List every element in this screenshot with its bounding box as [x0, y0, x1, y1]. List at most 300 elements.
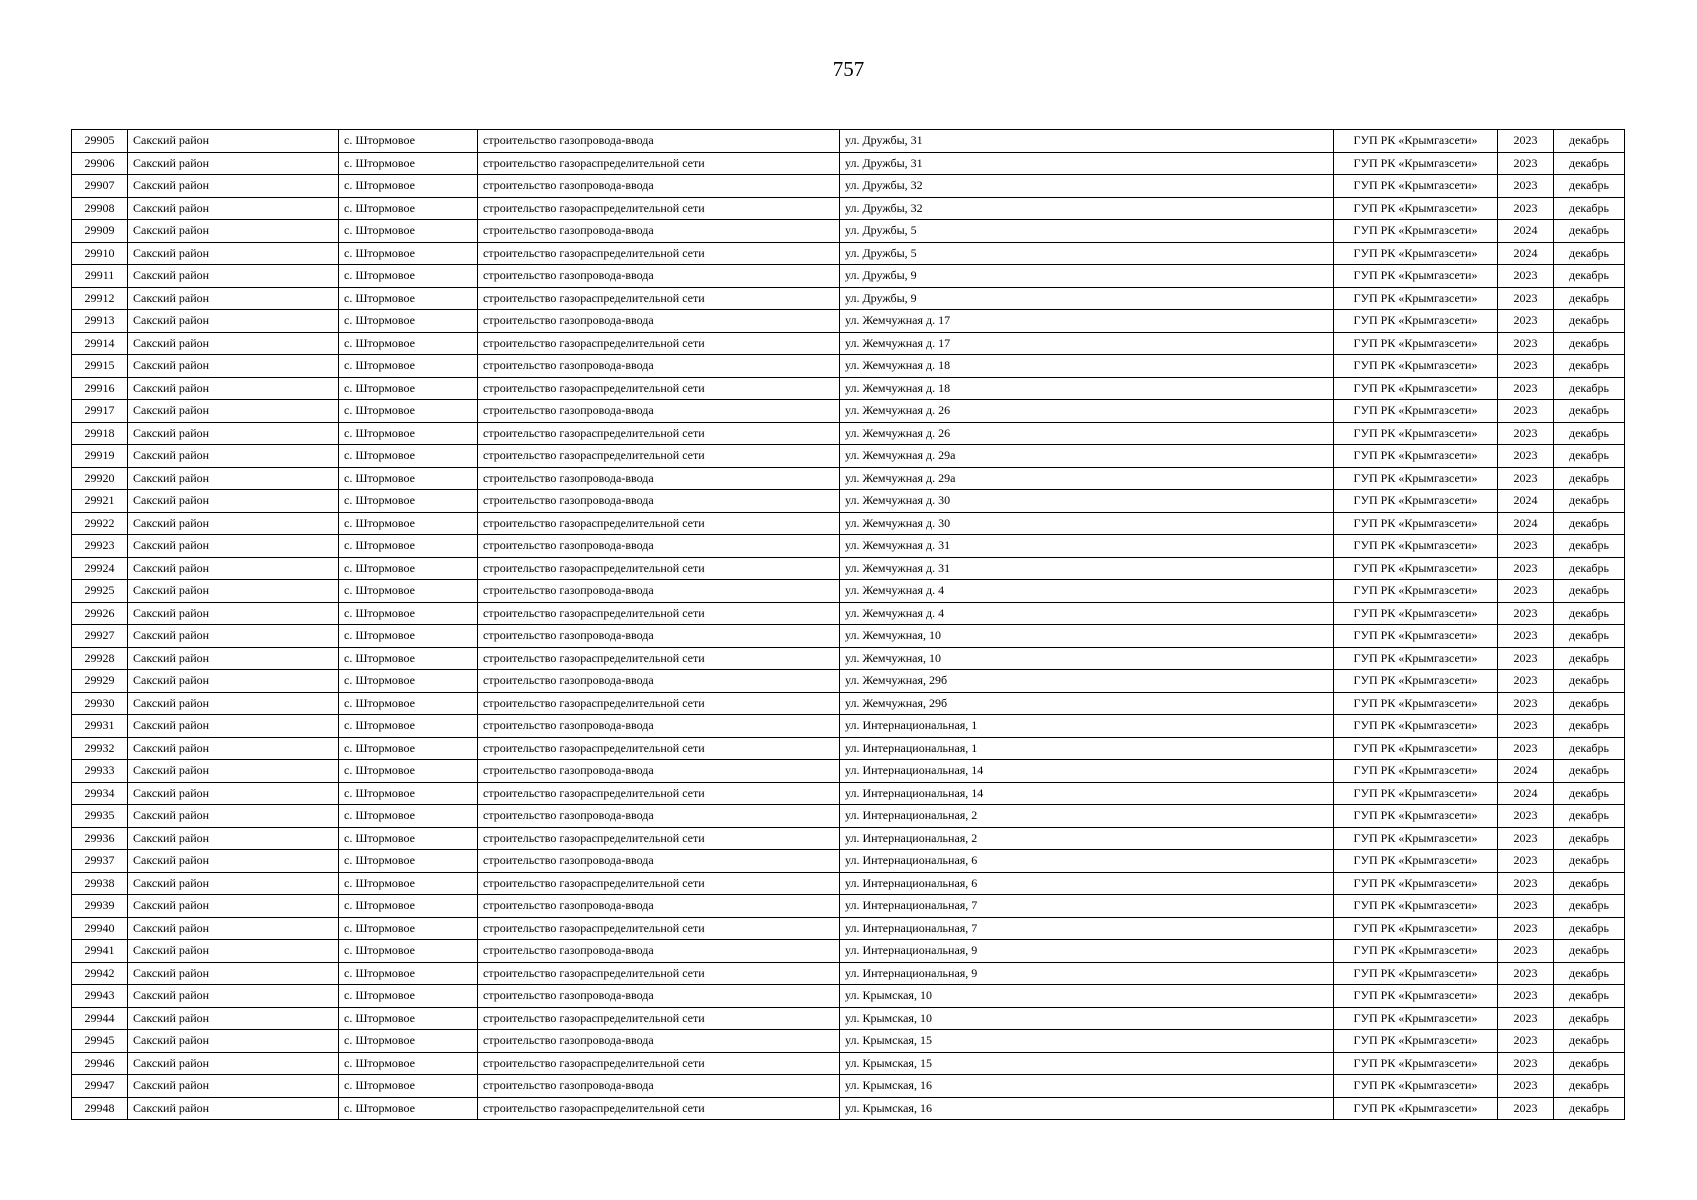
row-number-cell: 29912 — [72, 287, 128, 310]
work-type-cell: строительство газопровода-ввода — [478, 940, 840, 963]
month-cell: декабрь — [1554, 152, 1625, 175]
month-cell: декабрь — [1554, 737, 1625, 760]
village-cell: с. Штормовое — [339, 535, 478, 558]
table-row — [72, 985, 1625, 1008]
organization-cell: ГУП РК «Крымгазсети» — [1334, 625, 1498, 648]
table-row — [72, 692, 1625, 715]
organization-cell: ГУП РК «Крымгазсети» — [1334, 692, 1498, 715]
month-cell: декабрь — [1554, 647, 1625, 670]
row-number-cell: 29930 — [72, 692, 128, 715]
village-cell: с. Штормовое — [339, 940, 478, 963]
work-type-cell: строительство газопровода-ввода — [478, 467, 840, 490]
district-cell: Сакский район — [128, 940, 339, 963]
district-cell: Сакский район — [128, 557, 339, 580]
address-cell: ул. Интернациональная, 7 — [840, 895, 1334, 918]
year-cell: 2024 — [1498, 220, 1554, 243]
address-cell: ул. Дружбы, 5 — [840, 220, 1334, 243]
month-cell: декабрь — [1554, 940, 1625, 963]
row-number-cell: 29905 — [72, 130, 128, 153]
year-cell: 2023 — [1498, 197, 1554, 220]
work-type-cell: строительство газопровода-ввода — [478, 985, 840, 1008]
year-cell: 2023 — [1498, 692, 1554, 715]
row-number-cell: 29914 — [72, 332, 128, 355]
month-cell: декабрь — [1554, 895, 1625, 918]
address-cell: ул. Крымская, 15 — [840, 1030, 1334, 1053]
district-cell: Сакский район — [128, 602, 339, 625]
year-cell: 2023 — [1498, 985, 1554, 1008]
table-row — [72, 580, 1625, 603]
year-cell: 2023 — [1498, 130, 1554, 153]
year-cell: 2023 — [1498, 1030, 1554, 1053]
year-cell: 2023 — [1498, 400, 1554, 423]
month-cell: декабрь — [1554, 377, 1625, 400]
table-row — [72, 422, 1625, 445]
address-cell: ул. Жемчужная д. 31 — [840, 557, 1334, 580]
table-row — [72, 962, 1625, 985]
row-number-cell: 29907 — [72, 175, 128, 198]
address-cell: ул. Дружбы, 32 — [840, 175, 1334, 198]
month-cell: декабрь — [1554, 557, 1625, 580]
organization-cell: ГУП РК «Крымгазсети» — [1334, 1030, 1498, 1053]
year-cell: 2023 — [1498, 355, 1554, 378]
row-number-cell: 29931 — [72, 715, 128, 738]
address-cell: ул. Крымская, 16 — [840, 1097, 1334, 1120]
row-number-cell: 29910 — [72, 242, 128, 265]
row-number-cell: 29928 — [72, 647, 128, 670]
district-cell: Сакский район — [128, 490, 339, 513]
row-number-cell: 29913 — [72, 310, 128, 333]
organization-cell: ГУП РК «Крымгазсети» — [1334, 332, 1498, 355]
organization-cell: ГУП РК «Крымгазсети» — [1334, 985, 1498, 1008]
organization-cell: ГУП РК «Крымгазсети» — [1334, 265, 1498, 288]
district-cell: Сакский район — [128, 1097, 339, 1120]
organization-cell: ГУП РК «Крымгазсети» — [1334, 1097, 1498, 1120]
address-cell: ул. Крымская, 15 — [840, 1052, 1334, 1075]
district-cell: Сакский район — [128, 985, 339, 1008]
village-cell: с. Штормовое — [339, 265, 478, 288]
month-cell: декабрь — [1554, 422, 1625, 445]
row-number-cell: 29946 — [72, 1052, 128, 1075]
organization-cell: ГУП РК «Крымгазсети» — [1334, 827, 1498, 850]
district-cell: Сакский район — [128, 445, 339, 468]
month-cell: декабрь — [1554, 287, 1625, 310]
district-cell: Сакский район — [128, 715, 339, 738]
row-number-cell: 29921 — [72, 490, 128, 513]
work-type-cell: строительство газораспределительной сети — [478, 737, 840, 760]
table-row — [72, 445, 1625, 468]
village-cell: с. Штормовое — [339, 1075, 478, 1098]
village-cell: с. Штормовое — [339, 197, 478, 220]
work-type-cell: строительство газопровода-ввода — [478, 1030, 840, 1053]
table-row — [72, 827, 1625, 850]
district-cell: Сакский район — [128, 265, 339, 288]
table-row — [72, 512, 1625, 535]
row-number-cell: 29932 — [72, 737, 128, 760]
village-cell: с. Штормовое — [339, 490, 478, 513]
table-row — [72, 1052, 1625, 1075]
work-type-cell: строительство газораспределительной сети — [478, 1052, 840, 1075]
organization-cell: ГУП РК «Крымгазсети» — [1334, 535, 1498, 558]
table-row — [72, 760, 1625, 783]
organization-cell: ГУП РК «Крымгазсети» — [1334, 287, 1498, 310]
district-cell: Сакский район — [128, 512, 339, 535]
year-cell: 2023 — [1498, 1052, 1554, 1075]
work-type-cell: строительство газораспределительной сети — [478, 1097, 840, 1120]
organization-cell: ГУП РК «Крымгазсети» — [1334, 355, 1498, 378]
district-cell: Сакский район — [128, 175, 339, 198]
row-number-cell: 29924 — [72, 557, 128, 580]
year-cell: 2023 — [1498, 647, 1554, 670]
row-number-cell: 29934 — [72, 782, 128, 805]
page-number: 757 — [832, 57, 865, 81]
year-cell: 2023 — [1498, 670, 1554, 693]
address-cell: ул. Жемчужная д. 4 — [840, 580, 1334, 603]
row-number-cell: 29915 — [72, 355, 128, 378]
village-cell: с. Штормовое — [339, 895, 478, 918]
month-cell: декабрь — [1554, 310, 1625, 333]
year-cell: 2023 — [1498, 287, 1554, 310]
organization-cell: ГУП РК «Крымгазсети» — [1334, 557, 1498, 580]
district-cell: Сакский район — [128, 130, 339, 153]
village-cell: с. Штормовое — [339, 400, 478, 423]
month-cell: декабрь — [1554, 445, 1625, 468]
year-cell: 2023 — [1498, 872, 1554, 895]
row-number-cell: 29940 — [72, 917, 128, 940]
row-number-cell: 29927 — [72, 625, 128, 648]
village-cell: с. Штормовое — [339, 355, 478, 378]
year-cell: 2023 — [1498, 625, 1554, 648]
month-cell: декабрь — [1554, 355, 1625, 378]
organization-cell: ГУП РК «Крымгазсети» — [1334, 850, 1498, 873]
work-type-cell: строительство газораспределительной сети — [478, 872, 840, 895]
address-cell: ул. Жемчужная, 29б — [840, 692, 1334, 715]
organization-cell: ГУП РК «Крымгазсети» — [1334, 670, 1498, 693]
address-cell: ул. Жемчужная д. 26 — [840, 400, 1334, 423]
work-type-cell: строительство газораспределительной сети — [478, 917, 840, 940]
organization-cell: ГУП РК «Крымгазсети» — [1334, 490, 1498, 513]
work-type-cell: строительство газораспределительной сети — [478, 422, 840, 445]
year-cell: 2023 — [1498, 377, 1554, 400]
district-cell: Сакский район — [128, 805, 339, 828]
work-type-cell: строительство газораспределительной сети — [478, 512, 840, 535]
address-cell: ул. Интернациональная, 6 — [840, 850, 1334, 873]
table-row — [72, 310, 1625, 333]
work-type-cell: строительство газопровода-ввода — [478, 490, 840, 513]
month-cell: декабрь — [1554, 782, 1625, 805]
district-cell: Сакский район — [128, 580, 339, 603]
table-row — [72, 377, 1625, 400]
table-row — [72, 1097, 1625, 1120]
table-row — [72, 1030, 1625, 1053]
address-cell: ул. Жемчужная д. 18 — [840, 377, 1334, 400]
district-cell: Сакский район — [128, 670, 339, 693]
address-cell: ул. Интернациональная, 14 — [840, 760, 1334, 783]
year-cell: 2024 — [1498, 242, 1554, 265]
row-number-cell: 29923 — [72, 535, 128, 558]
month-cell: декабрь — [1554, 490, 1625, 513]
row-number-cell: 29947 — [72, 1075, 128, 1098]
district-cell: Сакский район — [128, 737, 339, 760]
work-type-cell: строительство газораспределительной сети — [478, 962, 840, 985]
work-type-cell: строительство газопровода-ввода — [478, 580, 840, 603]
organization-cell: ГУП РК «Крымгазсети» — [1334, 1075, 1498, 1098]
district-cell: Сакский район — [128, 310, 339, 333]
village-cell: с. Штормовое — [339, 962, 478, 985]
row-number-cell: 29909 — [72, 220, 128, 243]
year-cell: 2023 — [1498, 827, 1554, 850]
table-row — [72, 535, 1625, 558]
year-cell: 2023 — [1498, 265, 1554, 288]
year-cell: 2023 — [1498, 332, 1554, 355]
address-cell: ул. Интернациональная, 2 — [840, 805, 1334, 828]
work-type-cell: строительство газопровода-ввода — [478, 805, 840, 828]
district-cell: Сакский район — [128, 827, 339, 850]
district-cell: Сакский район — [128, 467, 339, 490]
work-type-cell: строительство газораспределительной сети — [478, 377, 840, 400]
year-cell: 2023 — [1498, 175, 1554, 198]
year-cell: 2023 — [1498, 805, 1554, 828]
row-number-cell: 29925 — [72, 580, 128, 603]
organization-cell: ГУП РК «Крымгазсети» — [1334, 467, 1498, 490]
address-cell: ул. Жемчужная д. 30 — [840, 512, 1334, 535]
organization-cell: ГУП РК «Крымгазсети» — [1334, 400, 1498, 423]
table-row — [72, 602, 1625, 625]
month-cell: декабрь — [1554, 962, 1625, 985]
address-cell: ул. Жемчужная д. 18 — [840, 355, 1334, 378]
village-cell: с. Штормовое — [339, 850, 478, 873]
year-cell: 2023 — [1498, 715, 1554, 738]
organization-cell: ГУП РК «Крымгазсети» — [1334, 580, 1498, 603]
row-number-cell: 29936 — [72, 827, 128, 850]
work-type-cell: строительство газораспределительной сети — [478, 1007, 840, 1030]
village-cell: с. Штормовое — [339, 760, 478, 783]
district-cell: Сакский район — [128, 895, 339, 918]
table-row — [72, 1007, 1625, 1030]
work-type-cell: строительство газопровода-ввода — [478, 130, 840, 153]
village-cell: с. Штормовое — [339, 670, 478, 693]
work-type-cell: строительство газопровода-ввода — [478, 355, 840, 378]
district-cell: Сакский район — [128, 782, 339, 805]
district-cell: Сакский район — [128, 152, 339, 175]
table-row — [72, 175, 1625, 198]
month-cell: декабрь — [1554, 580, 1625, 603]
work-type-cell: строительство газопровода-ввода — [478, 220, 840, 243]
work-type-cell: строительство газораспределительной сети — [478, 287, 840, 310]
table-row — [72, 242, 1625, 265]
organization-cell: ГУП РК «Крымгазсети» — [1334, 647, 1498, 670]
district-cell: Сакский район — [128, 400, 339, 423]
work-type-cell: строительство газопровода-ввода — [478, 850, 840, 873]
month-cell: декабрь — [1554, 872, 1625, 895]
row-number-cell: 29919 — [72, 445, 128, 468]
row-number-cell: 29918 — [72, 422, 128, 445]
table-row — [72, 265, 1625, 288]
work-type-cell: строительство газораспределительной сети — [478, 782, 840, 805]
district-cell: Сакский район — [128, 422, 339, 445]
table-row — [72, 670, 1625, 693]
row-number-cell: 29920 — [72, 467, 128, 490]
row-number-cell: 29935 — [72, 805, 128, 828]
row-number-cell: 29937 — [72, 850, 128, 873]
address-cell: ул. Дружбы, 9 — [840, 287, 1334, 310]
row-number-cell: 29943 — [72, 985, 128, 1008]
table-row — [72, 917, 1625, 940]
village-cell: с. Штормовое — [339, 332, 478, 355]
table-row — [72, 490, 1625, 513]
address-cell: ул. Жемчужная д. 31 — [840, 535, 1334, 558]
district-cell: Сакский район — [128, 535, 339, 558]
village-cell: с. Штормовое — [339, 692, 478, 715]
year-cell: 2023 — [1498, 580, 1554, 603]
row-number-cell: 29906 — [72, 152, 128, 175]
district-cell: Сакский район — [128, 647, 339, 670]
year-cell: 2024 — [1498, 490, 1554, 513]
month-cell: декабрь — [1554, 1075, 1625, 1098]
village-cell: с. Штормовое — [339, 287, 478, 310]
work-type-cell: строительство газораспределительной сети — [478, 332, 840, 355]
table-row — [72, 715, 1625, 738]
table-row — [72, 130, 1625, 153]
village-cell: с. Штормовое — [339, 1052, 478, 1075]
village-cell: с. Штормовое — [339, 220, 478, 243]
year-cell: 2023 — [1498, 962, 1554, 985]
village-cell: с. Штормовое — [339, 422, 478, 445]
work-type-cell: строительство газопровода-ввода — [478, 265, 840, 288]
month-cell: декабрь — [1554, 400, 1625, 423]
village-cell: с. Штормовое — [339, 827, 478, 850]
district-cell: Сакский район — [128, 1052, 339, 1075]
address-cell: ул. Интернациональная, 14 — [840, 782, 1334, 805]
organization-cell: ГУП РК «Крымгазсети» — [1334, 152, 1498, 175]
row-number-cell: 29908 — [72, 197, 128, 220]
district-cell: Сакский район — [128, 760, 339, 783]
organization-cell: ГУП РК «Крымгазсети» — [1334, 917, 1498, 940]
table-row — [72, 805, 1625, 828]
work-type-cell: строительство газопровода-ввода — [478, 895, 840, 918]
year-cell: 2024 — [1498, 782, 1554, 805]
row-number-cell: 29933 — [72, 760, 128, 783]
month-cell: декабрь — [1554, 692, 1625, 715]
year-cell: 2023 — [1498, 917, 1554, 940]
village-cell: с. Штормовое — [339, 872, 478, 895]
month-cell: декабрь — [1554, 917, 1625, 940]
address-cell: ул. Дружбы, 9 — [840, 265, 1334, 288]
address-cell: ул. Жемчужная д. 17 — [840, 310, 1334, 333]
village-cell: с. Штормовое — [339, 782, 478, 805]
row-number-cell: 29916 — [72, 377, 128, 400]
organization-cell: ГУП РК «Крымгазсети» — [1334, 220, 1498, 243]
organization-cell: ГУП РК «Крымгазсети» — [1334, 1052, 1498, 1075]
month-cell: декабрь — [1554, 760, 1625, 783]
village-cell: с. Штормовое — [339, 602, 478, 625]
work-type-cell: строительство газораспределительной сети — [478, 692, 840, 715]
village-cell: с. Штормовое — [339, 625, 478, 648]
table-row — [72, 332, 1625, 355]
year-cell: 2023 — [1498, 310, 1554, 333]
work-type-cell: строительство газопровода-ввода — [478, 1075, 840, 1098]
village-cell: с. Штормовое — [339, 467, 478, 490]
organization-cell: ГУП РК «Крымгазсети» — [1334, 715, 1498, 738]
organization-cell: ГУП РК «Крымгазсети» — [1334, 962, 1498, 985]
district-cell: Сакский район — [128, 850, 339, 873]
year-cell: 2023 — [1498, 1097, 1554, 1120]
address-cell: ул. Жемчужная д. 29а — [840, 445, 1334, 468]
district-cell: Сакский район — [128, 377, 339, 400]
address-cell: ул. Жемчужная д. 4 — [840, 602, 1334, 625]
address-cell: ул. Жемчужная д. 30 — [840, 490, 1334, 513]
work-type-cell: строительство газораспределительной сети — [478, 602, 840, 625]
table-row — [72, 782, 1625, 805]
month-cell: декабрь — [1554, 512, 1625, 535]
work-type-cell: строительство газопровода-ввода — [478, 715, 840, 738]
village-cell: с. Штормовое — [339, 557, 478, 580]
month-cell: декабрь — [1554, 602, 1625, 625]
organization-cell: ГУП РК «Крымгазсети» — [1334, 512, 1498, 535]
table-row — [72, 895, 1625, 918]
month-cell: декабрь — [1554, 850, 1625, 873]
table-row — [72, 647, 1625, 670]
row-number-cell: 29942 — [72, 962, 128, 985]
work-type-cell: строительство газопровода-ввода — [478, 400, 840, 423]
district-cell: Сакский район — [128, 242, 339, 265]
work-type-cell: строительство газораспределительной сети — [478, 445, 840, 468]
row-number-cell: 29911 — [72, 265, 128, 288]
row-number-cell: 29926 — [72, 602, 128, 625]
district-cell: Сакский район — [128, 917, 339, 940]
address-cell: ул. Интернациональная, 1 — [840, 715, 1334, 738]
organization-cell: ГУП РК «Крымгазсети» — [1334, 422, 1498, 445]
village-cell: с. Штормовое — [339, 737, 478, 760]
village-cell: с. Штормовое — [339, 647, 478, 670]
village-cell: с. Штормовое — [339, 1030, 478, 1053]
village-cell: с. Штормовое — [339, 377, 478, 400]
organization-cell: ГУП РК «Крымгазсети» — [1334, 377, 1498, 400]
table-row — [72, 467, 1625, 490]
table-row — [72, 1075, 1625, 1098]
month-cell: декабрь — [1554, 625, 1625, 648]
address-cell: ул. Дружбы, 31 — [840, 152, 1334, 175]
address-cell: ул. Интернациональная, 1 — [840, 737, 1334, 760]
address-cell: ул. Жемчужная д. 29а — [840, 467, 1334, 490]
year-cell: 2023 — [1498, 850, 1554, 873]
village-cell: с. Штормовое — [339, 310, 478, 333]
organization-cell: ГУП РК «Крымгазсети» — [1334, 175, 1498, 198]
address-cell: ул. Жемчужная, 29б — [840, 670, 1334, 693]
table-row — [72, 872, 1625, 895]
year-cell: 2023 — [1498, 940, 1554, 963]
address-cell: ул. Крымская, 10 — [840, 985, 1334, 1008]
address-cell: ул. Дружбы, 32 — [840, 197, 1334, 220]
village-cell: с. Штормовое — [339, 175, 478, 198]
village-cell: с. Штормовое — [339, 985, 478, 1008]
year-cell: 2023 — [1498, 445, 1554, 468]
month-cell: декабрь — [1554, 175, 1625, 198]
month-cell: декабрь — [1554, 1052, 1625, 1075]
table-row — [72, 197, 1625, 220]
month-cell: декабрь — [1554, 265, 1625, 288]
organization-cell: ГУП РК «Крымгазсети» — [1334, 940, 1498, 963]
work-type-cell: строительство газопровода-ввода — [478, 625, 840, 648]
district-cell: Сакский район — [128, 1030, 339, 1053]
month-cell: декабрь — [1554, 332, 1625, 355]
district-cell: Сакский район — [128, 355, 339, 378]
year-cell: 2023 — [1498, 602, 1554, 625]
district-cell: Сакский район — [128, 1007, 339, 1030]
month-cell: декабрь — [1554, 715, 1625, 738]
district-cell: Сакский район — [128, 287, 339, 310]
month-cell: декабрь — [1554, 197, 1625, 220]
organization-cell: ГУП РК «Крымгазсети» — [1334, 197, 1498, 220]
